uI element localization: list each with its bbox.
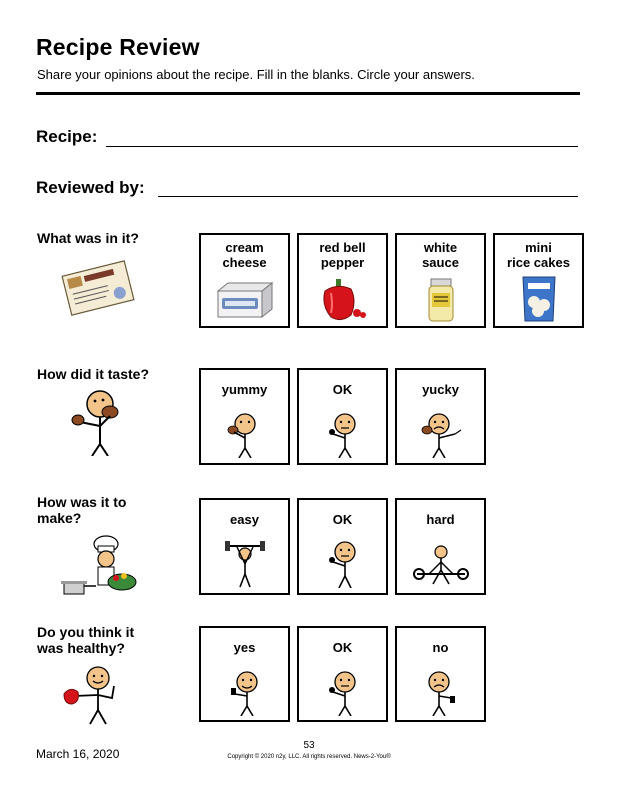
option-yes[interactable] (199, 626, 290, 722)
option-hard[interactable] (395, 498, 486, 595)
sauce-jar-icon (426, 277, 456, 323)
option-label: OK (332, 640, 353, 655)
option-label: yucky (422, 382, 459, 397)
question-healthy: Do you think it was healthy? (37, 624, 135, 656)
recipe-card-icon (60, 258, 136, 318)
page-instructions: Share your opinions about the recipe. Fill in the blanks. Circle your answers. (37, 67, 475, 82)
option-label: mini rice cakes (507, 240, 570, 270)
option-white-sauce[interactable] (395, 233, 486, 328)
option-label: hard (426, 512, 455, 527)
reviewed-by-label: Reviewed by: (36, 178, 145, 197)
footer-date: March 16, 2020 (36, 747, 120, 761)
option-label: yummy (221, 382, 268, 397)
option-label: white sauce (422, 240, 459, 270)
option-label: no (432, 640, 449, 655)
recipe-label: Recipe: (36, 127, 98, 146)
option-mini-rice-cakes[interactable] (493, 233, 584, 328)
question-difficulty: How was it to make? (37, 494, 127, 526)
option-no[interactable] (395, 626, 486, 722)
recipe-blank-line[interactable] (106, 146, 578, 147)
option-label: easy (230, 512, 259, 527)
healthy-person-icon (60, 664, 126, 726)
chef-icon (60, 534, 140, 600)
option-yucky[interactable] (395, 368, 486, 465)
ok-face-icon (323, 540, 363, 588)
person-eating-icon (66, 386, 130, 456)
reviewed-by-blank-line[interactable] (158, 196, 578, 197)
easy-lift-icon (223, 540, 267, 588)
yummy-face-icon (225, 412, 265, 458)
hard-lift-icon (413, 540, 469, 588)
red-pepper-icon (317, 277, 369, 323)
option-taste-ok[interactable] (297, 368, 388, 465)
question-ingredients: What was in it? (37, 230, 139, 246)
option-healthy-ok[interactable] (297, 626, 388, 722)
option-label: yes (233, 640, 256, 655)
header-divider (36, 92, 580, 95)
thumbs-down-icon (421, 670, 461, 716)
page-number: 53 (303, 740, 315, 751)
ok-face-icon (323, 412, 363, 458)
option-label: OK (332, 512, 353, 527)
option-label: red bell pepper (319, 240, 366, 270)
yucky-face-icon (419, 412, 463, 458)
rice-cakes-icon (519, 275, 559, 323)
ok-face-icon (323, 670, 363, 716)
option-label: OK (332, 382, 353, 397)
option-red-bell-pepper[interactable] (297, 233, 388, 328)
option-yummy[interactable] (199, 368, 290, 465)
cream-cheese-icon (214, 279, 276, 321)
page-title: Recipe Review (36, 34, 200, 60)
copyright-notice: Copyright © 2020 n2y, LLC. All rights reserved. News-2-You® (227, 754, 391, 760)
option-easy[interactable] (199, 498, 290, 595)
option-make-ok[interactable] (297, 498, 388, 595)
thumbs-up-icon (225, 670, 265, 716)
question-taste: How did it taste? (37, 366, 149, 382)
option-label: cream cheese (222, 240, 267, 270)
option-cream-cheese[interactable] (199, 233, 290, 328)
